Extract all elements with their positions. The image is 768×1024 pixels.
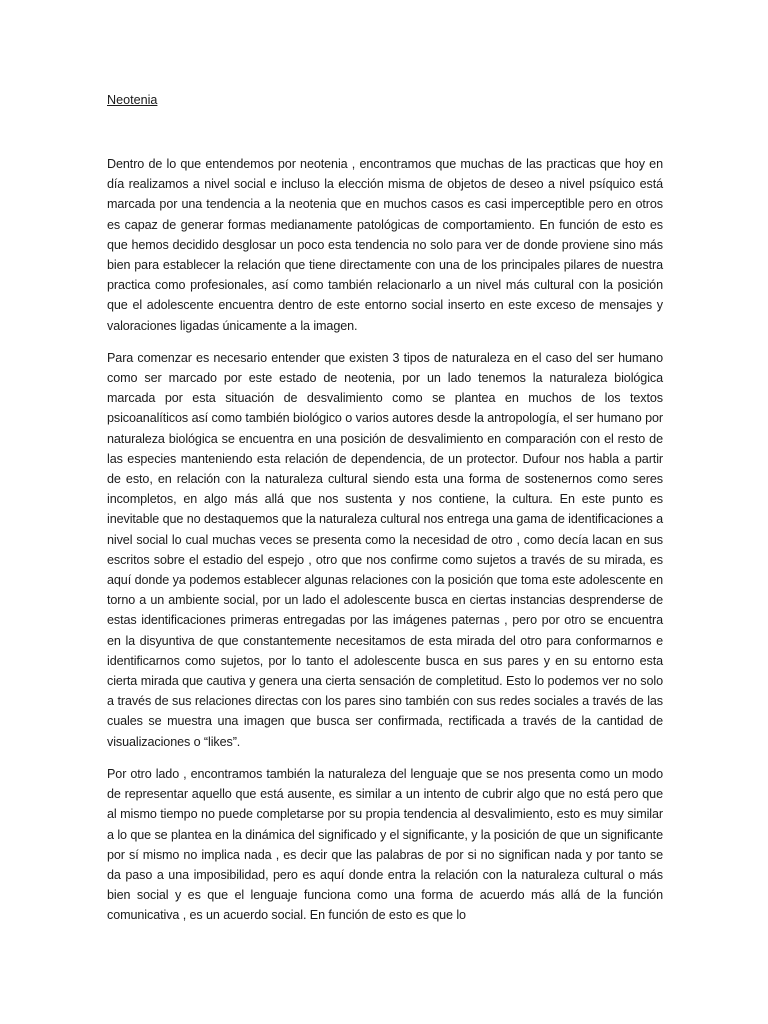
document-body: [107, 90, 663, 938]
document-title: Neotenia: [107, 93, 158, 107]
paragraph-3: Por otro lado , encontramos también la naturaleza del lenguaje que se nos presenta como un modo de representar aquello que está ausente, es similar a un intento de cubrir algo que no está pero que al mismo tiempo no puede completarse por su propia tendencia al desvalimiento, esto es muy similar a lo que se plantea en la dinámica del significado y el significante, y la posición de que un significante por sí mismo no implica nada , es decir que las palabras de por si no significan nada y por tanto se da paso a una imposibilidad, pero es aquí donde entra la relación con la naturaleza cultural o más bien social y es que el lenguaje funciona como una forma de acuerdo más allá de la función comunicativa , es un acuerdo social. En función de esto es que lo: [107, 766, 663, 923]
paragraph-1: Dentro de lo que entendemos por neotenia , encontramos que muchas de las practicas que hoy en día realizamos a nivel social e incluso la elección misma de objetos de deseo a nivel psíquico está marcada por una tendencia a la neotenia que en muchos casos es casi imperceptible pero en otros es capaz de generar formas medianamente patológicas de comportamiento. En función de esto es que hemos decidido desglosar un poco esta tendencia no solo para ver de donde proviene sino más bien para establecer la relación que tiene directamente con una de los principales pilares de nuestra practica como profesionales, así como también relacionarlo a un nivel más cultural con la posición que el adolescente encuentra dentro de este entorno social inserto en este exceso de mensajes y valoraciones ligadas únicamente a la imagen.: [107, 157, 663, 333]
paragraph-2: Para comenzar es necesario entender que existen 3 tipos de naturaleza en el caso del ser humano como ser marcado por este estado de neotenia, por un lado tenemos la naturaleza biológica marcada por esta situación de desvalimiento como se plantea en muchos de los textos psicoanalíticos así como también biológico o varios autores desde la antropología, el ser humano por naturaleza biológica se encuentra en una posición de desvalimiento en comparación con el resto de las especies manteniendo esta relación de dependencia, de un protector. Dufour nos habla a partir de esto, en relación con la naturaleza cultural siendo esta una forma de sostenernos como seres incompletos, en algo más allá que nos sustenta y nos contiene, la cultura. En este punto es inevitable que no destaquemos que la naturaleza cultural nos entrega una gama de identificaciones a nivel social lo cual muchas veces se presenta como la necesidad de otro , como decía lacan en sus escritos sobre el estadio del espejo , otro que nos confirme como sujetos a través de su mirada, es aquí donde ya podemos establecer algunas relaciones con la posición que toma este adolescente en torno a un ambiente social, por un lado el adolescente busca en ciertas instancias desprenderse de estas identificaciones primeras entregadas por las imágenes paternas , pero por otro se encuentra en la disyuntiva de que constantemente necesitamos de esta mirada del otro para conformarnos e identificarnos como sujetos, por lo tanto el adolescente busca en sus pares y en su entorno esta cierta mirada que cautiva y genera una cierta sensación de completitud. Esto lo podemos ver no solo a través de sus relaciones directas con los pares sino también con sus redes sociales a través de las cuales se muestra una imagen que busca ser confirmada, rectificada a través de la cantidad de visualizaciones o “likes”.: [107, 350, 663, 749]
